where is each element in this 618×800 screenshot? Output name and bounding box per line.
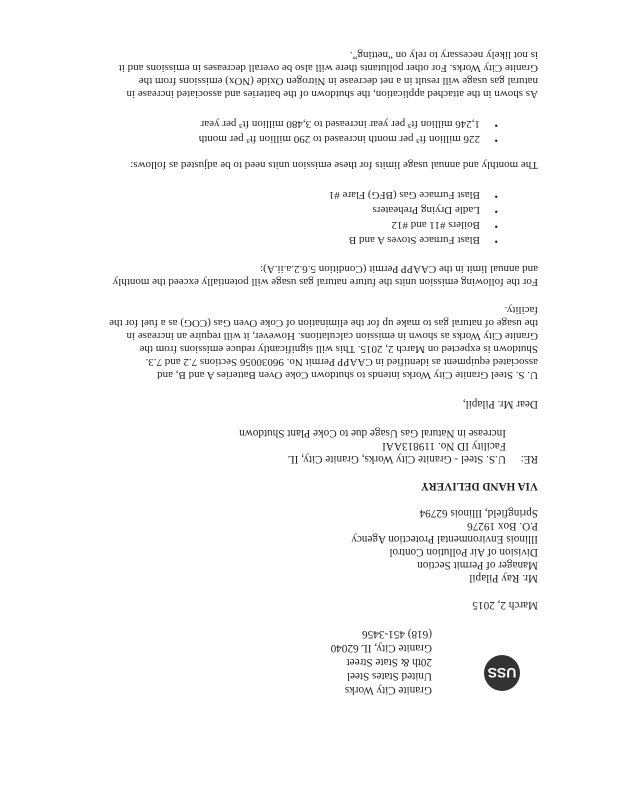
body-line: The monthly and annual usage limits for these emission units need to be adjusted as follows: — [130, 159, 538, 171]
letterhead-line: Granite City Works — [344, 684, 432, 696]
body-line: Granite City Works. For other pollutants there will also be overall decreases in emissions and it — [118, 62, 538, 74]
bullet-icon: • — [494, 205, 498, 216]
recipient-line: Manager of Permit Section — [417, 559, 538, 571]
list-item: Blast Furnace Stoves A and B — [348, 234, 480, 246]
letterhead-line: Granite City, IL 62040 — [330, 642, 432, 654]
list-item: Blast Furnace Gas (BFG) Flare #1 — [328, 189, 480, 201]
letterhead-line: (618) 451-3456 — [362, 628, 432, 640]
letterhead-line: 20th & State Street — [346, 656, 432, 668]
body-line: Shutdown is expected on March 2, 2015. This will significantly reduce emissions from the — [139, 343, 538, 355]
letter-date: March 2, 2015 — [472, 599, 538, 611]
recipient-line: Mr. Ray Pilapil — [469, 572, 538, 584]
recipient-line: P.O. Box 19276 — [467, 520, 538, 532]
body-line: is not likely necessary to rely on “netting”. — [349, 49, 538, 61]
body-line: For the following emission units the future natural gas usage will potentially exceed the monthly — [112, 276, 538, 288]
letterhead-line: United States Steel — [346, 670, 432, 682]
bullet-icon: • — [494, 134, 498, 145]
re-label: RE: — [520, 453, 538, 465]
body-line: natural gas usage will result in a net decrease in Nitrogen Oxide (NOx) emissions from the — [138, 75, 538, 87]
delivery-method: VIA HAND DELIVERY — [420, 480, 538, 492]
salutation: Dear Mr. Pilapil, — [462, 398, 538, 410]
recipient-line: Illinois Environmental Protection Agency — [351, 533, 538, 545]
body-line: U. S. Steel Granite City Works intends to shutdown Coke Oven Batteries A and B, and — [157, 369, 538, 381]
body-line: facility. — [504, 304, 538, 316]
body-line: and annual limit in the CAAPP Permit (Condition 5.6.2.a.ii.A): — [260, 263, 538, 275]
list-item: 1,246 million ft³ per year increased to 3,480 million ft³ per year — [200, 118, 480, 130]
list-item: Ladle Drying Preheaters — [372, 204, 480, 216]
uss-logo-icon — [482, 653, 522, 693]
list-item: 226 million ft³ per month increased to 290 million ft³ per month — [198, 133, 480, 145]
body-line: As shown in the attached application, the shutdown of the batteries and associated increase in — [126, 88, 538, 100]
bullet-icon: • — [494, 235, 498, 246]
recipient-line: Division of Air Pollution Control — [389, 546, 538, 558]
bullet-icon: • — [494, 220, 498, 231]
logo-text: USS — [487, 665, 517, 681]
body-line: the usage of natural gas to make up for the elimination of Coke Oven Gas (COG) as a fuel for the — [109, 317, 538, 329]
bullet-icon: • — [494, 119, 498, 130]
body-line: associated equipment as identified in CAAPP Permit No. 96030056 Sections 7.2 and 7.3. — [145, 356, 538, 368]
recipient-line: Springfield, Illinois 62794 — [419, 507, 538, 519]
bullet-icon: • — [494, 190, 498, 201]
re-line: Increase in Natural Gas Usage due to Coke Plant Shutdown — [239, 427, 506, 439]
list-item: Boilers #11 and #12 — [391, 219, 480, 231]
re-line: U.S. Steel - Granite City Works, Granite City, IL — [287, 453, 506, 465]
re-line: Facility ID No. 119813AAI — [382, 440, 506, 452]
body-line: Granite City Works as shown in emission calculations. However, it will require an increase in — [126, 330, 538, 342]
